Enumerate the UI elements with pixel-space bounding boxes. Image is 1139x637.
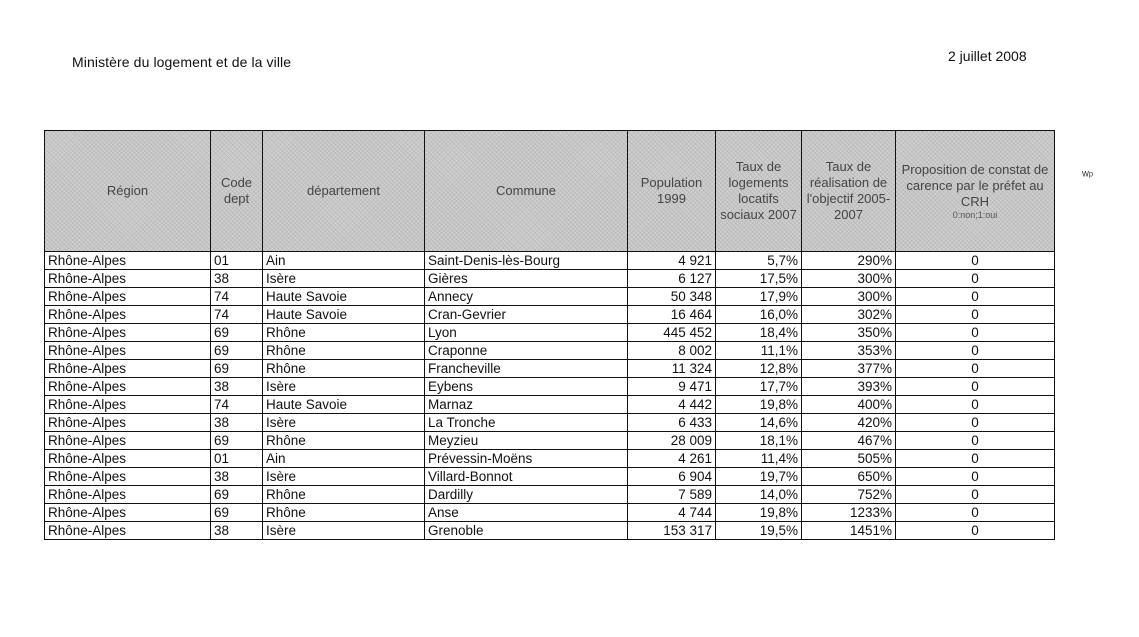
cell-code-dept: 69 <box>211 486 263 504</box>
cell-departement: Haute Savoie <box>263 306 425 324</box>
cell-taux-lls: 11,1% <box>716 342 802 360</box>
cell-proposition: 0 <box>896 378 1055 396</box>
table-row <box>45 522 1055 540</box>
cell-proposition: 0 <box>896 360 1055 378</box>
table-row <box>45 450 1055 468</box>
header-population: Population 1999 <box>628 131 716 252</box>
cell-code-dept: 38 <box>211 270 263 288</box>
cell-proposition: 0 <box>896 252 1055 270</box>
communes-table <box>44 130 1055 540</box>
table-row <box>45 468 1055 486</box>
cell-region: Rhône-Alpes <box>45 360 211 378</box>
cell-population: 4 921 <box>628 252 716 270</box>
cell-taux-lls: 14,6% <box>716 414 802 432</box>
cell-region: Rhône-Alpes <box>45 468 211 486</box>
table-row <box>45 324 1055 342</box>
cell-region: Rhône-Alpes <box>45 270 211 288</box>
cell-proposition: 0 <box>896 342 1055 360</box>
cell-proposition: 0 <box>896 270 1055 288</box>
cell-code-dept: 38 <box>211 468 263 486</box>
cell-taux-lls: 19,8% <box>716 504 802 522</box>
cell-population: 50 348 <box>628 288 716 306</box>
table-row <box>45 306 1055 324</box>
cell-taux-realisation: 290% <box>802 252 896 270</box>
cell-departement: Ain <box>263 252 425 270</box>
cell-commune: Prévessin-Moëns <box>425 450 628 468</box>
cell-population: 153 317 <box>628 522 716 540</box>
cell-taux-lls: 14,0% <box>716 486 802 504</box>
cell-region: Rhône-Alpes <box>45 324 211 342</box>
cell-departement: Rhône <box>263 324 425 342</box>
header-commune: Commune <box>425 131 628 252</box>
table-row <box>45 486 1055 504</box>
cell-departement: Isère <box>263 270 425 288</box>
cell-population: 445 452 <box>628 324 716 342</box>
header-taux-lls: Taux de logements locatifs sociaux 2007 <box>716 131 802 252</box>
cell-taux-lls: 18,4% <box>716 324 802 342</box>
cell-proposition: 0 <box>896 468 1055 486</box>
cell-departement: Rhône <box>263 360 425 378</box>
table-row <box>45 432 1055 450</box>
cell-taux-realisation: 650% <box>802 468 896 486</box>
table-row <box>45 252 1055 270</box>
cell-departement: Haute Savoie <box>263 396 425 414</box>
cell-proposition: 0 <box>896 450 1055 468</box>
cell-commune: Francheville <box>425 360 628 378</box>
cell-commune: Grenoble <box>425 522 628 540</box>
cell-taux-realisation: 300% <box>802 288 896 306</box>
cell-taux-lls: 5,7% <box>716 252 802 270</box>
header-proposition <box>896 131 1055 252</box>
table-row <box>45 414 1055 432</box>
cell-taux-realisation: 505% <box>802 450 896 468</box>
document-date: 2 juillet 2008 <box>948 48 1027 64</box>
cell-commune: Eybens <box>425 378 628 396</box>
cell-commune: Marnaz <box>425 396 628 414</box>
table-row <box>45 342 1055 360</box>
cell-departement: Ain <box>263 450 425 468</box>
cell-departement: Isère <box>263 414 425 432</box>
cell-region: Rhône-Alpes <box>45 396 211 414</box>
cell-departement: Isère <box>263 378 425 396</box>
table-header-row <box>45 131 1055 252</box>
cell-region: Rhône-Alpes <box>45 522 211 540</box>
cell-proposition: 0 <box>896 288 1055 306</box>
cell-population: 16 464 <box>628 306 716 324</box>
cell-taux-realisation: 420% <box>802 414 896 432</box>
cell-departement: Rhône <box>263 342 425 360</box>
cell-code-dept: 01 <box>211 252 263 270</box>
table-row <box>45 378 1055 396</box>
cell-taux-realisation: 400% <box>802 396 896 414</box>
cell-departement: Rhône <box>263 486 425 504</box>
cell-commune: Saint-Denis-lès-Bourg <box>425 252 628 270</box>
cell-region: Rhône-Alpes <box>45 504 211 522</box>
cell-code-dept: 69 <box>211 432 263 450</box>
cell-commune: Meyzieu <box>425 432 628 450</box>
cell-code-dept: 69 <box>211 360 263 378</box>
cell-population: 28 009 <box>628 432 716 450</box>
cell-region: Rhône-Alpes <box>45 252 211 270</box>
cell-taux-realisation: 393% <box>802 378 896 396</box>
cell-code-dept: 38 <box>211 522 263 540</box>
cell-taux-realisation: 752% <box>802 486 896 504</box>
cell-commune: Cran-Gevrier <box>425 306 628 324</box>
cell-taux-lls: 18,1% <box>716 432 802 450</box>
cell-proposition: 0 <box>896 432 1055 450</box>
cell-proposition: 0 <box>896 414 1055 432</box>
header-proposition-label: Proposition de constat de carence par le préfet au CRH <box>901 161 1049 209</box>
cell-taux-realisation: 467% <box>802 432 896 450</box>
cell-population: 6 433 <box>628 414 716 432</box>
cell-region: Rhône-Alpes <box>45 414 211 432</box>
cell-region: Rhône-Alpes <box>45 342 211 360</box>
ministry-title: Ministère du logement et de la ville <box>72 54 292 70</box>
table-row <box>45 504 1055 522</box>
table-row <box>45 360 1055 378</box>
cell-region: Rhône-Alpes <box>45 378 211 396</box>
cell-proposition: 0 <box>896 486 1055 504</box>
cell-population: 11 324 <box>628 360 716 378</box>
cell-taux-realisation: 1451% <box>802 522 896 540</box>
cell-proposition: 0 <box>896 504 1055 522</box>
cell-taux-lls: 16,0% <box>716 306 802 324</box>
cell-departement: Rhône <box>263 432 425 450</box>
cell-code-dept: 74 <box>211 396 263 414</box>
cell-departement: Isère <box>263 468 425 486</box>
cell-region: Rhône-Alpes <box>45 306 211 324</box>
cell-commune: Gières <box>425 270 628 288</box>
cell-taux-lls: 19,7% <box>716 468 802 486</box>
cell-population: 6 127 <box>628 270 716 288</box>
cell-taux-realisation: 377% <box>802 360 896 378</box>
cell-taux-realisation: 350% <box>802 324 896 342</box>
cell-code-dept: 69 <box>211 324 263 342</box>
cell-taux-realisation: 302% <box>802 306 896 324</box>
cell-region: Rhône-Alpes <box>45 450 211 468</box>
cell-departement: Isère <box>263 522 425 540</box>
cell-proposition: 0 <box>896 396 1055 414</box>
header-code-dept: Code dept <box>211 131 263 252</box>
cell-taux-lls: 19,5% <box>716 522 802 540</box>
cell-population: 6 904 <box>628 468 716 486</box>
cell-region: Rhône-Alpes <box>45 432 211 450</box>
cell-taux-realisation: 1233% <box>802 504 896 522</box>
cell-commune: Craponne <box>425 342 628 360</box>
cell-taux-realisation: 300% <box>802 270 896 288</box>
cell-commune: Annecy <box>425 288 628 306</box>
cell-region: Rhône-Alpes <box>45 288 211 306</box>
cell-proposition: 0 <box>896 324 1055 342</box>
cell-departement: Rhône <box>263 504 425 522</box>
table-body <box>45 252 1055 540</box>
cell-taux-lls: 17,9% <box>716 288 802 306</box>
header-proposition-legend: 0:non;1:oui <box>952 209 998 220</box>
table-row <box>45 288 1055 306</box>
cell-taux-lls: 17,7% <box>716 378 802 396</box>
table-row <box>45 270 1055 288</box>
cell-code-dept: 69 <box>211 342 263 360</box>
header-region: Région <box>45 131 211 252</box>
cell-commune: La Tronche <box>425 414 628 432</box>
cell-taux-lls: 12,8% <box>716 360 802 378</box>
cell-departement: Haute Savoie <box>263 288 425 306</box>
cell-population: 7 589 <box>628 486 716 504</box>
cell-code-dept: 38 <box>211 378 263 396</box>
cell-population: 4 261 <box>628 450 716 468</box>
cell-population: 9 471 <box>628 378 716 396</box>
cell-taux-lls: 19,8% <box>716 396 802 414</box>
cell-population: 4 442 <box>628 396 716 414</box>
cell-commune: Anse <box>425 504 628 522</box>
cell-region: Rhône-Alpes <box>45 486 211 504</box>
cell-code-dept: 01 <box>211 450 263 468</box>
cell-taux-lls: 11,4% <box>716 450 802 468</box>
cell-proposition: 0 <box>896 306 1055 324</box>
cell-commune: Dardilly <box>425 486 628 504</box>
cell-taux-lls: 17,5% <box>716 270 802 288</box>
cell-code-dept: 69 <box>211 504 263 522</box>
table-row <box>45 396 1055 414</box>
cell-population: 8 002 <box>628 342 716 360</box>
cell-population: 4 744 <box>628 504 716 522</box>
header-taux-realisation: Taux de réalisation de l'objectif 2005-2007 <box>802 131 896 252</box>
header-departement: département <box>263 131 425 252</box>
cell-commune: Villard-Bonnot <box>425 468 628 486</box>
scan-mark: ᵂᵖ <box>1082 170 1094 182</box>
cell-taux-realisation: 353% <box>802 342 896 360</box>
cell-commune: Lyon <box>425 324 628 342</box>
cell-code-dept: 38 <box>211 414 263 432</box>
cell-proposition: 0 <box>896 522 1055 540</box>
cell-code-dept: 74 <box>211 306 263 324</box>
cell-code-dept: 74 <box>211 288 263 306</box>
